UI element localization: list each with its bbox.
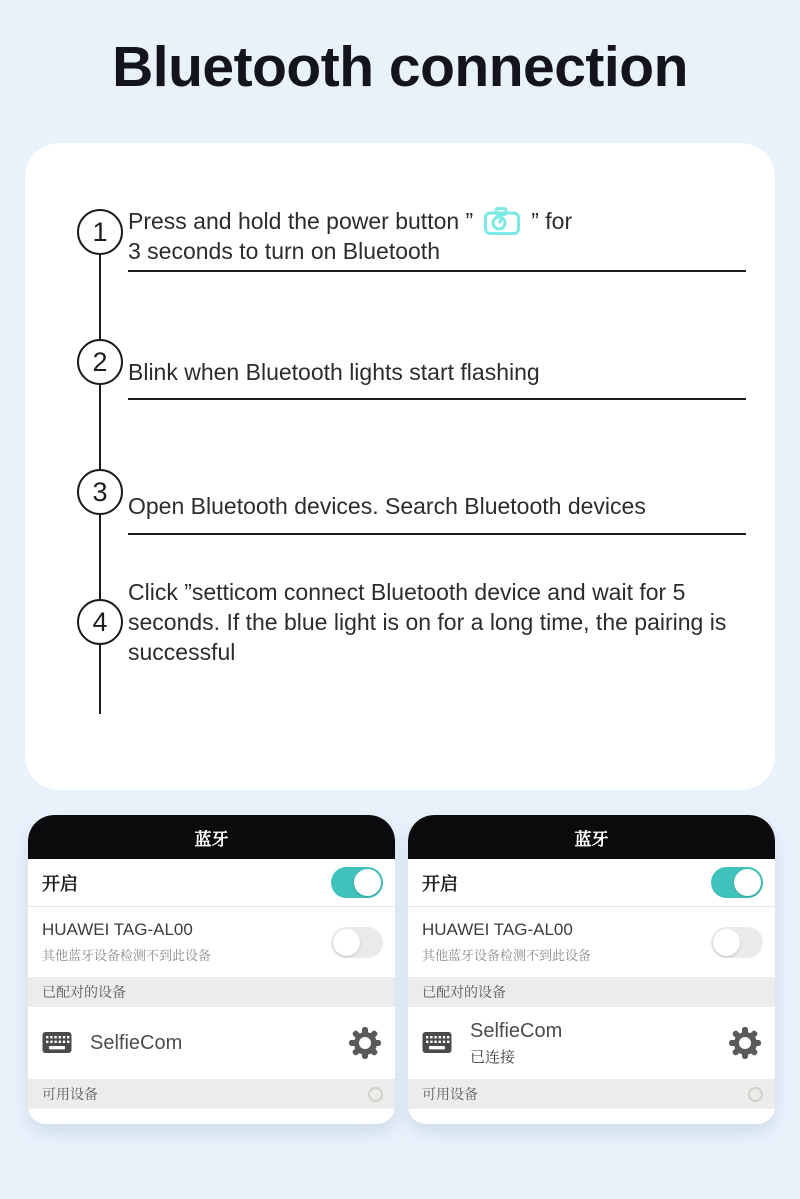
toggle-knob (713, 929, 740, 956)
paired-device-name: SelfieCom (90, 1031, 183, 1054)
toggle-knob (734, 869, 761, 896)
phone-bottom-edge (28, 1109, 395, 1124)
page-title: Bluetooth connection (112, 35, 688, 99)
scanning-spinner-icon (748, 1087, 763, 1102)
device-visibility-note: 其他蓝牙设备检测不到此设备 (42, 948, 212, 963)
paired-device-status: 已连接 (470, 1048, 516, 1066)
step-4-text: Click ”setticom connect Bluetooth device and wait for 5 seconds. If the blue light is on for a long time, the pairing is successful (128, 579, 727, 665)
paired-devices-label: 已配对的设备 (422, 984, 506, 1000)
camera-icon (482, 206, 522, 236)
phone-screenshot-after-pairing (408, 815, 775, 1124)
step-1-text-before: Press and hold the power button ” (128, 208, 474, 234)
paired-device-row[interactable] (408, 1007, 775, 1079)
gear-part (359, 1037, 371, 1049)
paired-device-name: SelfieCom (470, 1019, 563, 1042)
bluetooth-enable-row[interactable] (28, 859, 395, 907)
keyboard-icon (422, 1031, 452, 1055)
bluetooth-toggle[interactable] (711, 867, 763, 898)
bluetooth-toggle[interactable] (331, 867, 383, 898)
available-devices-section-header (408, 1079, 775, 1109)
toggle-knob (333, 929, 360, 956)
phone-screenshot-before-pairing (28, 815, 395, 1124)
step-2-text: Blink when Bluetooth lights start flashing (128, 359, 540, 385)
device-name: HUAWEI TAG-AL00 (422, 920, 573, 939)
step-1-text-after: ” for (531, 208, 573, 234)
paired-devices-section-header (28, 977, 395, 1007)
toggle-knob (354, 869, 381, 896)
paired-devices-label: 已配对的设备 (42, 984, 126, 1000)
step-number-2 (77, 339, 123, 385)
bluetooth-settings-titlebar (28, 815, 395, 859)
instruction-card (25, 143, 775, 790)
scanning-spinner-icon (368, 1087, 383, 1102)
step-number-1 (77, 209, 123, 255)
step-1-text-line2: 3 seconds to turn on Bluetooth (128, 238, 440, 264)
step-number-4 (77, 599, 123, 645)
bluetooth-settings-titlebar (408, 815, 775, 859)
device-name: HUAWEI TAG-AL00 (42, 920, 193, 939)
device-settings-gear-icon[interactable] (349, 1027, 381, 1059)
bluetooth-enable-label: 开启 (42, 873, 78, 894)
bluetooth-enable-label: 开启 (422, 873, 458, 894)
available-devices-label: 可用设备 (42, 1086, 98, 1102)
device-visibility-note: 其他蓝牙设备检测不到此设备 (422, 948, 592, 963)
device-settings-gear-icon[interactable] (729, 1027, 761, 1059)
visibility-toggle[interactable] (331, 927, 383, 958)
device-visibility-row[interactable] (28, 907, 395, 977)
phone-bottom-edge (408, 1109, 775, 1124)
keyboard-icon (42, 1031, 72, 1055)
step-number-3 (77, 469, 123, 515)
bluetooth-settings-title: 蓝牙 (574, 829, 609, 849)
paired-device-row[interactable] (28, 1007, 395, 1079)
visibility-toggle[interactable] (711, 927, 763, 958)
step-number-1-label: 1 (92, 216, 108, 247)
step-number-4-label: 4 (92, 606, 108, 637)
step-1-text (128, 206, 756, 266)
step-number-3-label: 3 (92, 476, 108, 507)
available-devices-section-header (28, 1079, 395, 1109)
device-visibility-row[interactable] (408, 907, 775, 977)
bluetooth-enable-row[interactable] (408, 859, 775, 907)
gear-part (739, 1037, 751, 1049)
paired-devices-section-header (408, 977, 775, 1007)
bluetooth-settings-title: 蓝牙 (194, 829, 229, 849)
step-1-rule (128, 270, 746, 272)
step-number-2-label: 2 (92, 346, 108, 377)
available-devices-label: 可用设备 (422, 1086, 478, 1102)
step-3-rule (128, 533, 746, 535)
step-2-rule (128, 398, 746, 400)
step-3-text: Open Bluetooth devices. Search Bluetooth devices (128, 493, 646, 519)
